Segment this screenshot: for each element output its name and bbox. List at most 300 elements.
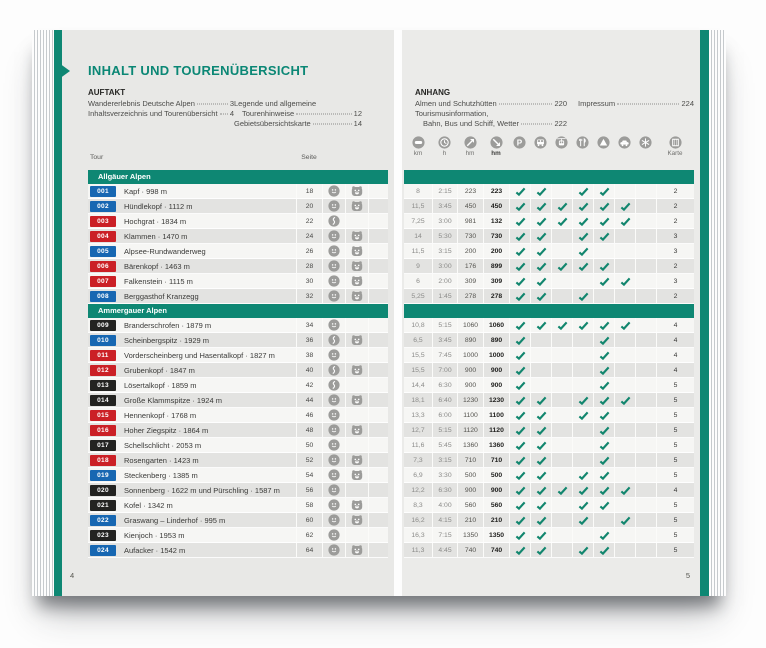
column-winter	[635, 136, 656, 158]
tour-number-cell	[88, 333, 118, 347]
section-header-right	[404, 170, 694, 184]
feature-check-hut	[593, 199, 614, 213]
tour-distance: 14	[414, 232, 422, 240]
book-gutter	[394, 30, 402, 596]
tour-map-number: 3	[656, 229, 694, 243]
feature-empty-restaurant	[572, 438, 593, 452]
row-spacer	[368, 528, 388, 542]
tour-stats-row	[404, 333, 694, 348]
tour-ascent: 900	[457, 378, 483, 392]
tour-bear-icon	[345, 244, 368, 258]
tour-ascent: 890	[457, 333, 483, 347]
feature-check-cable-car	[551, 318, 572, 332]
feature-empty-hut	[593, 513, 614, 527]
tour-name: Hündlekopf · 1112 m	[124, 201, 193, 211]
toc-entry-page: 4	[229, 109, 234, 118]
feature-check-parking	[509, 289, 530, 303]
tour-page: 38	[296, 348, 322, 362]
tour-stats-row	[404, 408, 694, 423]
toc-entry-page: 12	[353, 109, 362, 118]
tour-distance: 7,3	[413, 456, 423, 464]
hut-icon	[597, 136, 610, 149]
tour-descent: 200	[483, 244, 509, 258]
stat-column-icons	[404, 136, 694, 158]
tour-stats-row	[404, 289, 694, 304]
tour-ascent: 176	[457, 259, 483, 273]
distance-icon	[412, 136, 425, 149]
tour-stats-row	[404, 528, 694, 543]
feature-check-parking	[509, 423, 530, 437]
tour-name: Klammen · 1470 m	[124, 231, 188, 241]
tour-row	[88, 468, 388, 483]
tour-stats-row	[404, 244, 694, 259]
feature-empty-winter	[635, 513, 656, 527]
tour-number-badge: 002	[90, 201, 116, 212]
tour-stats-row	[404, 453, 694, 468]
tour-name: Alpsee-Rundwanderweg	[124, 246, 206, 256]
tour-ascent: 740	[457, 543, 483, 557]
right-page	[402, 30, 700, 596]
feature-check-bus	[530, 274, 551, 288]
tour-number-cell	[88, 363, 118, 377]
feature-check-car	[614, 393, 635, 407]
feature-empty-car	[614, 229, 635, 243]
tour-duration: 7:15	[432, 528, 457, 542]
tour-icon-empty	[345, 438, 368, 452]
tour-duration: 5:30	[432, 229, 457, 243]
feature-check-restaurant	[572, 483, 593, 497]
tour-ascent: 710	[457, 453, 483, 467]
tour-number-cell	[88, 199, 118, 213]
tour-bear-icon	[345, 274, 368, 288]
tour-map-number: 2	[656, 289, 694, 303]
tour-number-cell	[88, 483, 118, 497]
feature-empty-bus	[530, 378, 551, 392]
tour-stats-row	[404, 483, 694, 498]
feature-check-parking	[509, 513, 530, 527]
tour-number-badge: 021	[90, 500, 116, 511]
feature-empty-winter	[635, 543, 656, 557]
toc-entry-label: Impressum	[578, 99, 616, 108]
feature-empty-cable-car	[551, 363, 572, 377]
tour-number-badge: 019	[90, 470, 116, 481]
winter-icon	[639, 136, 652, 149]
tour-page: 18	[296, 184, 322, 198]
feature-check-restaurant	[572, 393, 593, 407]
feature-check-hut	[593, 363, 614, 377]
tour-row	[88, 289, 388, 304]
tour-smiley-icon	[322, 498, 345, 512]
tour-name: Graswang – Linderhof · 995 m	[124, 515, 226, 525]
feature-check-parking	[509, 229, 530, 243]
row-spacer	[368, 318, 388, 332]
tour-stats-row	[404, 378, 694, 393]
tour-bear-icon	[345, 184, 368, 198]
toc-entry-label: Gebietsübersichtskarte	[234, 119, 311, 128]
feature-check-parking	[509, 214, 530, 228]
feature-empty-restaurant	[572, 348, 593, 362]
tour-distance: 9	[416, 262, 420, 270]
auftakt-column-2	[234, 99, 362, 129]
toc-entry-page: 220	[554, 99, 567, 108]
tour-ascent: 1060	[457, 318, 483, 332]
tour-stats-row	[404, 438, 694, 453]
tour-number-cell	[88, 244, 118, 258]
column-ascent	[457, 136, 483, 158]
toc-entry-page: 14	[353, 119, 362, 128]
tour-distance: 5,25	[411, 292, 425, 300]
feature-check-restaurant	[572, 214, 593, 228]
tour-row	[88, 348, 388, 363]
feature-check-parking	[509, 483, 530, 497]
column-label-hut	[603, 150, 605, 158]
feature-check-hut	[593, 214, 614, 228]
tour-number-badge: 001	[90, 186, 116, 197]
feature-check-hut	[593, 184, 614, 198]
toc-entry-label: Tourismusinformation,	[415, 109, 489, 118]
feature-empty-winter	[635, 408, 656, 422]
feature-empty-car	[614, 289, 635, 303]
tour-duration: 5:15	[432, 423, 457, 437]
tour-row	[88, 408, 388, 423]
toc-entry	[88, 109, 234, 119]
feature-check-hut	[593, 408, 614, 422]
tour-distance: 11,6	[411, 441, 425, 449]
feature-empty-cable-car	[551, 513, 572, 527]
column-label-bus	[540, 150, 542, 158]
feature-check-hut	[593, 423, 614, 437]
tour-duration: 2:00	[432, 274, 457, 288]
tour-map-number: 2	[656, 199, 694, 213]
feature-check-parking	[509, 468, 530, 482]
toc-entry-label: Almen und Schutzhütten	[415, 99, 497, 108]
tour-name: Branderschrofen · 1879 m	[124, 320, 212, 330]
tour-name: Kofel · 1342 m	[124, 500, 173, 510]
tour-duration: 6:30	[432, 378, 457, 392]
feature-empty-winter	[635, 259, 656, 273]
feature-empty-cable-car	[551, 498, 572, 512]
map-icon	[669, 136, 682, 149]
tour-row	[88, 378, 388, 393]
feature-check-parking	[509, 274, 530, 288]
column-label-duration: h	[442, 150, 447, 157]
tour-map-number: 5	[656, 378, 694, 392]
tour-number-badge: 017	[90, 440, 116, 451]
auftakt-block-col2	[234, 88, 362, 129]
page-stack-edge-right	[700, 30, 726, 596]
feature-empty-cable-car	[551, 543, 572, 557]
tour-smiley-icon	[322, 184, 345, 198]
feature-empty-bus	[530, 363, 551, 377]
feature-check-bus	[530, 408, 551, 422]
row-spacer	[368, 468, 388, 482]
tour-map-number: 5	[656, 438, 694, 452]
bus-icon	[534, 136, 547, 149]
tour-number-cell	[88, 543, 118, 557]
feature-check-hut	[593, 229, 614, 243]
feature-check-restaurant	[572, 468, 593, 482]
cable-car-icon	[555, 136, 568, 149]
toc-entry-label: Legende und allgemeine	[234, 99, 317, 108]
feature-empty-winter	[635, 214, 656, 228]
feature-check-hut	[593, 348, 614, 362]
auftakt-heading: AUFTAKT	[88, 88, 126, 97]
tour-smiley-icon	[322, 528, 345, 542]
tour-map-number: 4	[656, 363, 694, 377]
feature-empty-winter	[635, 528, 656, 542]
anhang-block	[415, 88, 567, 129]
row-spacer	[368, 483, 388, 497]
feature-empty-car	[614, 333, 635, 347]
tour-icon-empty	[345, 318, 368, 332]
tour-descent: 560	[483, 498, 509, 512]
feature-check-hut	[593, 468, 614, 482]
tour-page: 36	[296, 333, 322, 347]
feature-check-bus	[530, 483, 551, 497]
tour-smiley-icon	[322, 318, 345, 332]
tour-bear-icon	[345, 259, 368, 273]
tour-icon-empty	[345, 214, 368, 228]
tour-map-number: 4	[656, 333, 694, 347]
feature-check-parking	[509, 438, 530, 452]
feature-check-parking	[509, 543, 530, 557]
tour-number-cell	[88, 453, 118, 467]
page-title: INHALT UND TOURENÜBERSICHT	[88, 63, 309, 78]
feature-check-parking	[509, 408, 530, 422]
feature-check-parking	[509, 498, 530, 512]
row-spacer	[368, 184, 388, 198]
feature-check-hut	[593, 543, 614, 557]
feature-empty-winter	[635, 483, 656, 497]
tour-name: Hennenkopf · 1768 m	[124, 410, 197, 420]
tour-descent: 899	[483, 259, 509, 273]
tour-map-number: 5	[656, 528, 694, 542]
feature-empty-cable-car	[551, 453, 572, 467]
tour-number-cell	[88, 408, 118, 422]
feature-check-hut	[593, 483, 614, 497]
tour-duration: 3:45	[432, 333, 457, 347]
toc-entry-label: Tourenhinweise	[242, 109, 295, 118]
tour-page: 24	[296, 229, 322, 243]
tour-ascent: 278	[457, 289, 483, 303]
tour-name: Grubenkopf · 1847 m	[124, 365, 195, 375]
feature-empty-winter	[635, 318, 656, 332]
tour-ascent: 900	[457, 363, 483, 377]
tour-stats-row	[404, 363, 694, 378]
column-label-ascent: hm	[465, 150, 475, 157]
tour-row	[88, 483, 388, 498]
tour-name: Berggasthof Kranzegg	[124, 291, 199, 301]
feature-empty-winter	[635, 438, 656, 452]
tour-number-badge: 004	[90, 231, 116, 242]
tour-number-badge: 015	[90, 410, 116, 421]
tour-duration: 7:45	[432, 348, 457, 362]
toc-leader-dots	[313, 124, 352, 125]
tour-number-cell	[88, 274, 118, 288]
row-spacer	[368, 423, 388, 437]
column-descent	[483, 136, 509, 158]
column-label-car	[624, 150, 626, 158]
feature-empty-cable-car	[551, 274, 572, 288]
row-spacer	[368, 199, 388, 213]
tour-row	[88, 333, 388, 348]
toc-entry	[234, 109, 362, 119]
feature-check-parking	[509, 184, 530, 198]
tour-name: Kienjoch · 1953 m	[124, 530, 185, 540]
tour-bear-icon	[345, 513, 368, 527]
column-label-winter	[645, 150, 647, 158]
tour-ascent: 309	[457, 274, 483, 288]
section-header: Ammergauer Alpen	[88, 304, 388, 318]
tour-number-badge: 022	[90, 515, 116, 526]
feature-check-parking	[509, 318, 530, 332]
feature-check-car	[614, 274, 635, 288]
toc-entry	[578, 99, 694, 109]
car-icon	[618, 136, 631, 149]
feature-empty-car	[614, 498, 635, 512]
toc-entry-page: 224	[681, 99, 694, 108]
feature-empty-winter	[635, 378, 656, 392]
book-spread	[32, 30, 726, 596]
tour-row	[88, 423, 388, 438]
tour-smiley-icon	[322, 423, 345, 437]
tour-ascent: 1360	[457, 438, 483, 452]
tour-row	[88, 438, 388, 453]
tour-page: 26	[296, 244, 322, 258]
tour-name: Hoher Ziegspitz · 1864 m	[124, 425, 209, 435]
tour-descent: 223	[483, 184, 509, 198]
tour-page: 50	[296, 438, 322, 452]
tour-ascent: 450	[457, 199, 483, 213]
row-spacer	[368, 363, 388, 377]
tour-descent: 900	[483, 378, 509, 392]
tour-name: Rosengarten · 1423 m	[124, 455, 199, 465]
tour-map-number: 2	[656, 214, 694, 228]
tour-descent: 1350	[483, 528, 509, 542]
tour-smiley-icon	[322, 244, 345, 258]
tour-ascent: 500	[457, 468, 483, 482]
tour-name: Aufacker · 1542 m	[124, 545, 186, 555]
tour-map-number: 4	[656, 348, 694, 362]
tour-number-badge: 012	[90, 365, 116, 376]
row-spacer	[368, 259, 388, 273]
toc-leader-dots	[521, 124, 552, 125]
feature-empty-winter	[635, 229, 656, 243]
row-spacer	[368, 498, 388, 512]
tour-name: Kapf · 998 m	[124, 186, 167, 196]
toc-leader-dots	[296, 114, 352, 115]
feature-empty-winter	[635, 423, 656, 437]
feature-check-bus	[530, 393, 551, 407]
column-distance	[404, 136, 432, 158]
feature-check-bus	[530, 229, 551, 243]
feature-empty-car	[614, 184, 635, 198]
feature-check-restaurant	[572, 244, 593, 258]
tour-distance: 12,2	[411, 486, 425, 494]
tour-row	[88, 199, 388, 214]
row-spacer	[368, 543, 388, 557]
tour-page: 48	[296, 423, 322, 437]
feature-empty-winter	[635, 348, 656, 362]
tour-row	[88, 184, 388, 199]
tour-number-cell	[88, 423, 118, 437]
seite-column-label: Seite	[301, 154, 317, 161]
toc-entry-label: Inhaltsverzeichnis und Tourenübersicht	[88, 109, 218, 118]
tour-distance: 16,3	[411, 531, 425, 539]
tour-ascent: 200	[457, 244, 483, 258]
tour-bear-icon	[345, 363, 368, 377]
tour-number-badge: 024	[90, 545, 116, 556]
toc-leader-dots	[197, 104, 228, 105]
row-spacer	[368, 408, 388, 422]
tour-map-number: 5	[656, 513, 694, 527]
feature-check-bus	[530, 244, 551, 258]
feature-empty-winter	[635, 199, 656, 213]
tour-number-cell	[88, 318, 118, 332]
feature-empty-winter	[635, 453, 656, 467]
tour-distance: 11,3	[411, 546, 425, 554]
feature-empty-bus	[530, 333, 551, 347]
descent-icon	[490, 136, 503, 149]
tour-descent: 1120	[483, 423, 509, 437]
column-map	[656, 136, 694, 158]
feature-check-hut	[593, 528, 614, 542]
feature-check-bus	[530, 543, 551, 557]
column-label-distance: km	[413, 150, 423, 157]
tour-map-number: 3	[656, 244, 694, 258]
parking-icon	[513, 136, 526, 149]
feature-check-bus	[530, 199, 551, 213]
feature-empty-restaurant	[572, 528, 593, 542]
feature-empty-cable-car	[551, 468, 572, 482]
row-spacer	[368, 274, 388, 288]
tour-bear-icon	[345, 543, 368, 557]
tour-distance: 6,5	[413, 336, 423, 344]
tour-descent: 710	[483, 453, 509, 467]
tour-map-number: 3	[656, 274, 694, 288]
tour-name: Steckenberg · 1385 m	[124, 470, 198, 480]
duration-icon	[438, 136, 451, 149]
tour-descent: 309	[483, 274, 509, 288]
tour-trail-icon	[322, 214, 345, 228]
tour-map-number: 5	[656, 468, 694, 482]
feature-empty-winter	[635, 184, 656, 198]
tour-number-badge: 008	[90, 291, 116, 302]
tour-icon-empty	[345, 408, 368, 422]
tour-page: 34	[296, 318, 322, 332]
column-parking	[509, 136, 530, 158]
tour-distance: 11,5	[411, 202, 425, 210]
tour-page: 54	[296, 468, 322, 482]
tour-trail-icon	[322, 363, 345, 377]
tour-descent: 730	[483, 229, 509, 243]
feature-empty-cable-car	[551, 378, 572, 392]
toc-leader-dots	[220, 114, 228, 115]
section-header: Allgäuer Alpen	[88, 170, 388, 184]
feature-empty-car	[614, 363, 635, 377]
tour-number-badge: 007	[90, 276, 116, 287]
restaurant-icon	[576, 136, 589, 149]
tour-row	[88, 229, 388, 244]
feature-empty-cable-car	[551, 528, 572, 542]
tour-duration: 3:00	[432, 214, 457, 228]
tour-name: Bärenkopf · 1463 m	[124, 261, 190, 271]
tour-row	[88, 259, 388, 274]
tour-number-cell	[88, 229, 118, 243]
feature-check-car	[614, 318, 635, 332]
tour-smiley-icon	[322, 513, 345, 527]
tour-number-cell	[88, 498, 118, 512]
